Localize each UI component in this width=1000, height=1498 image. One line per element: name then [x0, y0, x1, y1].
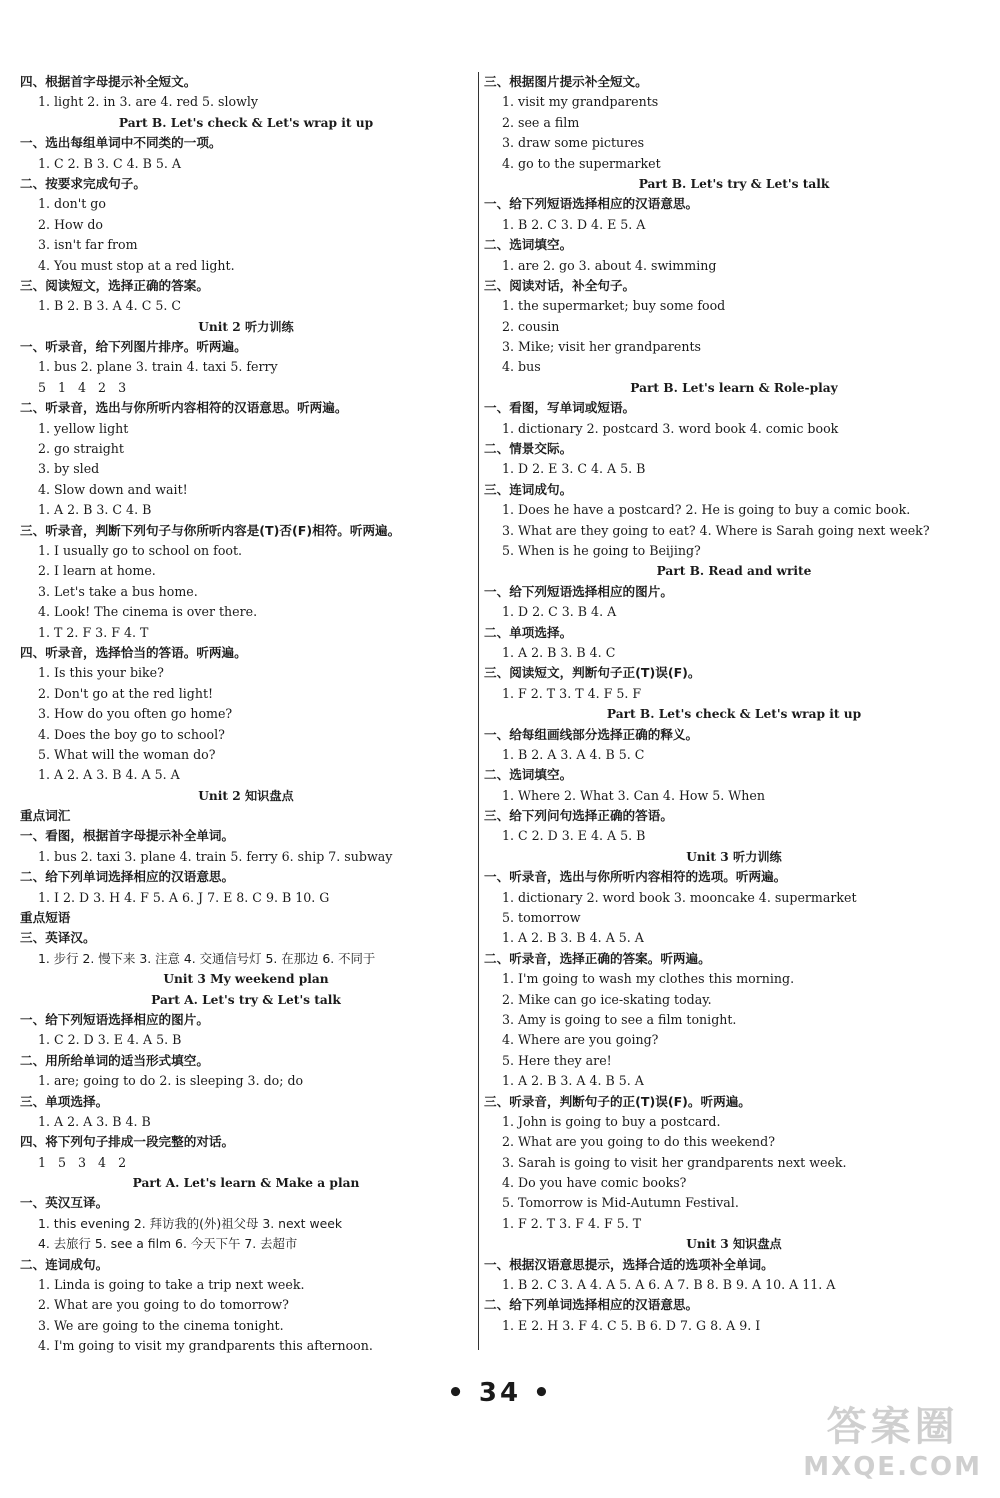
answer-line: 1. A 2. B 3. B 4. C	[502, 644, 616, 660]
watermark-logo-text: 答案圈	[826, 1404, 959, 1450]
section-heading: 三、根据图片提示补全短文。	[484, 74, 648, 89]
section-heading: 二、情景交际。	[484, 441, 573, 457]
answer-line: 4. Where are you going?	[502, 1032, 659, 1048]
section-heading: 一、看图，根据首字母提示补全单词。	[20, 828, 235, 844]
answer-line: 4. You must stop at a red light.	[38, 257, 235, 273]
part-title: Part B. Let's learn & Role-play	[630, 380, 838, 395]
answer-line: 1. B 2. C 3. D 4. E 5. A	[502, 216, 646, 232]
answer-line: 4. 去旅行 5. see a film 6. 今天下午 7. 去超市	[38, 1236, 298, 1252]
section-heading: 重点短语	[20, 910, 71, 926]
answer-line: 3. Let's take a bus home.	[38, 583, 198, 599]
answer-line: 1. F 2. T 3. F 4. F 5. T	[502, 1215, 642, 1231]
answer-line: 1. A 2. B 3. B 4. A 5. A	[502, 930, 644, 946]
section-heading: 二、用所给单词的适当形式填空。	[20, 1052, 209, 1068]
answer-line: 3. draw some pictures	[502, 135, 645, 151]
answer-column-left	[20, 72, 472, 1357]
answer-line: 4. Does the boy go to school?	[38, 726, 225, 742]
answer-line: 1. bus 2. taxi 3. plane 4. train 5. ferry 6. ship 7. subway	[38, 848, 393, 864]
answer-line: 3. Amy is going to see a film tonight.	[502, 1011, 737, 1027]
answer-line: 1. C 2. D 3. E 4. A 5. B	[502, 828, 646, 844]
answer-line: 2. cousin	[502, 318, 560, 334]
answer-line: 5. What will the woman do?	[38, 746, 216, 762]
answer-line: 2. Mike can go ice-skating today.	[502, 991, 712, 1007]
answer-line: 1. Linda is going to take a trip next week.	[38, 1277, 305, 1293]
part-title: Part B. Let's check & Let's wrap it up	[606, 707, 862, 722]
answer-line: 2. I learn at home.	[38, 563, 156, 579]
section-heading: 二、选词填空。	[484, 237, 573, 253]
order-sequence: 1 5 3 4 2	[38, 1154, 131, 1170]
section-heading: 一、根据汉语意思提示，选择合适的选项补全单词。	[484, 1256, 774, 1272]
answer-line: 2. What are you going to do tomorrow?	[38, 1297, 289, 1313]
section-heading: 四、听录音，选择恰当的答语。听两遍。	[20, 644, 247, 660]
answer-line: 2. see a film	[502, 114, 580, 130]
answer-column-right	[484, 72, 984, 1336]
answer-line: 1. dictionary 2. word book 3. mooncake 4. supermarket	[502, 889, 857, 905]
section-heading: 一、给每组画线部分选择正确的释义。	[484, 726, 699, 742]
answer-line: 1. I 2. D 3. H 4. F 5. A 6. J 7. E 8. C 9. B 10. G	[38, 889, 330, 905]
section-heading: 三、阅读短文，选择正确的答案。	[20, 277, 209, 293]
section-heading: 三、阅读短文，判断句子正(T)误(F)。	[484, 665, 701, 681]
answer-line: 3. by sled	[38, 461, 100, 477]
part-title: Part B. Read and write	[656, 564, 812, 579]
answer-line: 1. B 2. A 3. A 4. B 5. C	[502, 746, 645, 762]
answer-line: 1. A 2. A 3. B 4. B	[38, 1113, 151, 1129]
answer-line: 1. Does he have a postcard? 2. He is going to buy a comic book.	[502, 502, 911, 518]
answer-line: 4. bus	[502, 359, 541, 375]
part-title: Unit 3 听力训练	[686, 849, 782, 864]
answer-line: 1. visit my grandparents	[502, 94, 659, 110]
answer-line: 1. E 2. H 3. F 4. C 5. B 6. D 7. G 8. A 9. I	[502, 1317, 761, 1333]
answer-line: 1. don't go	[38, 196, 106, 212]
answer-line: 5. When is he going to Beijing?	[502, 542, 701, 558]
answer-line: 1. Is this your bike?	[38, 665, 164, 681]
answer-line: 3. isn't far from	[38, 237, 138, 253]
answer-line: 1. T 2. F 3. F 4. T	[38, 624, 149, 640]
section-heading: 四、将下列句子排成一段完整的对话。	[20, 1134, 235, 1150]
answer-line: 1. bus 2. plane 3. train 4. taxi 5. ferry	[38, 359, 278, 375]
section-heading: 一、给下列短语选择相应的图片。	[484, 583, 673, 599]
section-heading: 二、给下列单词选择相应的汉语意思。	[20, 869, 235, 885]
answer-line: 1. F 2. T 3. T 4. F 5. F	[502, 685, 642, 701]
answer-line: 1. are 2. go 3. about 4. swimming	[502, 257, 717, 273]
answer-line: 2. Don't go at the red light!	[38, 685, 214, 701]
column-divider	[478, 72, 479, 1350]
answer-line: 3. We are going to the cinema tonight.	[38, 1317, 284, 1333]
section-heading: 一、看图，写单词或短语。	[484, 400, 636, 416]
part-title: Unit 3 My weekend plan	[163, 972, 329, 987]
part-title: Unit 2 听力训练	[198, 319, 294, 334]
section-heading: 重点词汇	[20, 808, 71, 824]
section-heading: 三、连词成句。	[484, 481, 573, 497]
section-heading: 一、给下列短语选择相应的汉语意思。	[484, 196, 699, 212]
answer-line: 1. are; going to do 2. is sleeping 3. do; do	[38, 1073, 304, 1089]
section-heading: 二、听录音，选择正确的答案。听两遍。	[484, 950, 711, 966]
answer-line: 1. the supermarket; buy some food	[502, 298, 726, 314]
answer-line: 1. B 2. B 3. A 4. C 5. C	[38, 298, 181, 314]
answer-line: 1. this evening 2. 拜访我的(外)祖父母 3. next week	[38, 1215, 343, 1231]
section-heading: 一、选出每组单词中不同类的一项。	[20, 135, 222, 151]
answer-line: 1. C 2. D 3. E 4. A 5. B	[38, 1032, 182, 1048]
answer-line: 1. A 2. A 3. B 4. A 5. A	[38, 767, 180, 783]
answer-line: 2. go straight	[38, 441, 124, 457]
section-heading: 一、给下列短语选择相应的图片。	[20, 1011, 209, 1027]
watermark-domain: MXQE.COM	[803, 1452, 982, 1482]
part-title: Part B. Let's check & Let's wrap it up	[118, 115, 374, 130]
part-title: Part A. Let's learn & Make a plan	[132, 1176, 360, 1191]
answer-line: 1. A 2. B 3. A 4. B 5. A	[502, 1073, 644, 1089]
answer-line: 1. A 2. B 3. C 4. B	[38, 502, 152, 518]
answer-line: 2. How do	[38, 216, 104, 232]
answer-line: 1. B 2. C 3. A 4. A 5. A 6. A 7. B 8. B 9. A 10. A 11. A	[502, 1277, 836, 1293]
answer-line: 5. Tomorrow is Mid-Autumn Festival.	[502, 1195, 739, 1211]
part-title: Part A. Let's try & Let's talk	[151, 992, 341, 1007]
section-heading: 三、单项选择。	[20, 1093, 109, 1109]
answer-line: 5. tomorrow	[502, 910, 581, 926]
answer-line: 1. John is going to buy a postcard.	[502, 1113, 721, 1129]
answer-line: 3. What are they going to eat? 4. Where is Sarah going next week?	[502, 522, 930, 538]
order-sequence: 5 1 4 2 3	[38, 379, 131, 395]
section-heading: 一、听录音，给下列图片排序。听两遍。	[20, 339, 247, 355]
answer-line: 5. Here they are!	[502, 1052, 612, 1068]
section-heading: 三、给下列问句选择正确的答语。	[484, 808, 673, 824]
answer-line: 1. Where 2. What 3. Can 4. How 5. When	[502, 787, 765, 803]
section-heading: 二、给下列单词选择相应的汉语意思。	[484, 1297, 699, 1313]
answer-line: 1. I usually go to school on foot.	[38, 542, 243, 558]
answer-line: 3. Mike; visit her grandparents	[502, 339, 701, 355]
answer-line: 1. I'm going to wash my clothes this morning.	[502, 971, 795, 987]
section-heading: 三、听录音，判断句子的正(T)误(F)。听两遍。	[484, 1093, 751, 1109]
answer-line: 4. Look! The cinema is over there.	[38, 604, 258, 620]
answer-line: 1. D 2. E 3. C 4. A 5. B	[502, 461, 646, 477]
answer-line: 1. light 2. in 3. are 4. red 5. slowly	[38, 94, 259, 110]
answer-line: 1. C 2. B 3. C 4. B 5. A	[38, 155, 181, 171]
section-heading: 一、英汉互译。	[20, 1195, 109, 1211]
answer-line: 4. Do you have comic books?	[502, 1175, 687, 1191]
answer-line: 1. yellow light	[38, 420, 129, 436]
answer-line: 3. How do you often go home?	[38, 706, 233, 722]
answer-line: 4. go to the supermarket	[502, 155, 661, 171]
answer-line: 1. D 2. C 3. B 4. A	[502, 604, 617, 620]
answer-line: 1. dictionary 2. postcard 3. word book 4. comic book	[502, 420, 839, 436]
section-heading: 二、听录音，选出与你所听内容相符的汉语意思。听两遍。	[20, 400, 348, 416]
section-heading: 三、阅读对话，补全句子。	[484, 277, 636, 293]
section-heading: 三、英译汉。	[20, 930, 96, 946]
answer-line: 1. 步行 2. 慢下来 3. 注意 4. 交通信号灯 5. 在那边 6. 不同于	[38, 950, 376, 966]
section-heading: 二、选词填空。	[484, 767, 573, 783]
section-heading: 二、按要求完成句子。	[20, 175, 146, 191]
part-title: Unit 2 知识盘点	[198, 788, 294, 803]
section-heading: 一、听录音，选出与你所听内容相符的选项。听两遍。	[484, 869, 787, 885]
section-heading: 四、根据首字母提示补全短文。	[20, 74, 197, 89]
site-watermark	[803, 1395, 982, 1482]
section-heading: 三、听录音，判断下列句子与你所听内容是(T)否(F)相符。听两遍。	[20, 522, 401, 538]
answer-line: 4. I'm going to visit my grandparents this afternoon.	[38, 1338, 373, 1354]
part-title: Unit 3 知识盘点	[686, 1237, 782, 1252]
section-heading: 二、连词成句。	[20, 1256, 109, 1272]
page-number: • 34 •	[447, 1378, 553, 1408]
answer-line: 4. Slow down and wait!	[38, 481, 188, 497]
answer-line: 3. Sarah is going to visit her grandparents next week.	[502, 1154, 847, 1170]
section-heading: 二、单项选择。	[484, 624, 573, 640]
answer-line: 2. What are you going to do this weekend?	[502, 1134, 775, 1150]
part-title: Part B. Let's try & Let's talk	[638, 176, 830, 191]
